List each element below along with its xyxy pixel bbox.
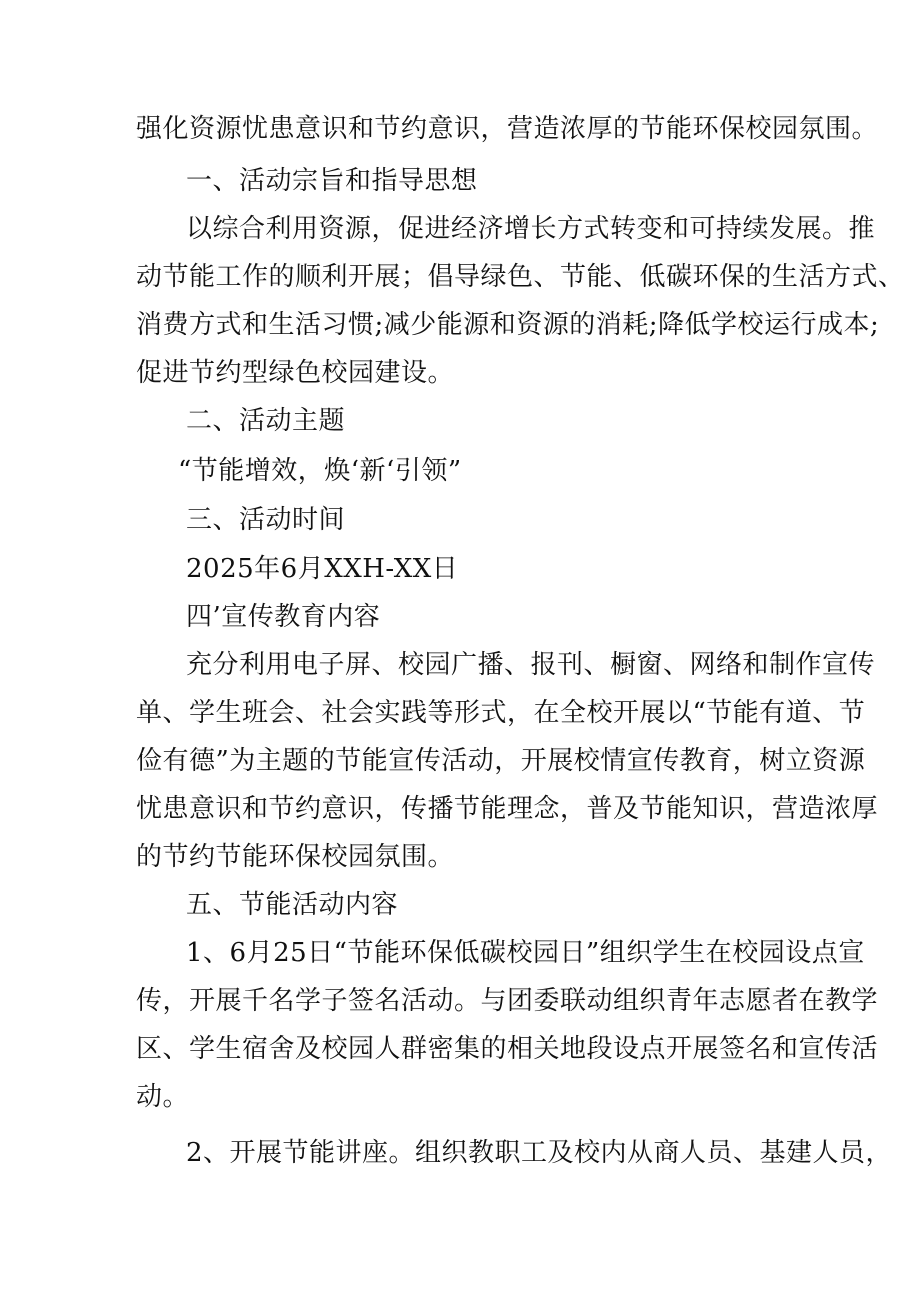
theme-slogan: “节能增效，焕‘新‘引领” [178, 456, 462, 486]
section-heading-2: 二、活动主题 [186, 406, 346, 436]
paragraph-line: 的节约节能环保校园氛围。 [136, 842, 455, 872]
paragraph-line: 单、学生班会、社会实践等形式，在全校开展以“节能有道、节 [136, 698, 866, 728]
section-heading-5: 五、节能活动内容 [186, 890, 399, 920]
paragraph-line: 动。 [136, 1082, 190, 1112]
activity-date: 2025年6月XXH-XX日 [186, 554, 459, 584]
paragraph-line: 以综合利用资源，促进经济增长方式转变和可持续发展。推 [186, 214, 876, 244]
paragraph-line: 1、6月25日“节能环保低碳校园日”组织学生在校园设点宣 [186, 938, 865, 968]
paragraph-line: 促进节约型绿色校园建设。 [136, 358, 455, 388]
paragraph-line: 消费方式和生活习惯;减少能源和资源的消耗;降低学校运行成本; [136, 310, 880, 340]
paragraph-line: 俭有德”为主题的节能宣传活动，开展校情宣传教育，树立资源 [136, 746, 866, 776]
section-heading-4: 四’宣传教育内容 [186, 602, 381, 632]
section-heading-1: 一、活动宗旨和指导思想 [186, 166, 478, 196]
paragraph-line: 动节能工作的顺利开展；倡导绿色、节能、低碳环保的生活方式、 [136, 262, 905, 292]
paragraph-line: 忧患意识和节约意识，传播节能理念，普及节能知识，营造浓厚 [136, 794, 879, 824]
paragraph-line: 2、开展节能讲座。组织教职工及校内从商人员、基建人员， [186, 1138, 893, 1168]
paragraph-line: 区、学生宿舍及校园人群密集的相关地段设点开展签名和宣传活 [136, 1034, 879, 1064]
paragraph-line: 强化资源忧患意识和节约意识，营造浓厚的节能环保校园氛围。 [136, 114, 879, 144]
paragraph-line: 充分利用电子屏、校园广播、报刊、橱窗、网络和制作宣传 [186, 650, 876, 680]
paragraph-line: 传，开展千名学子签名活动。与团委联动组织青年志愿者在教学 [136, 986, 879, 1016]
section-heading-3: 三、活动时间 [186, 505, 346, 535]
